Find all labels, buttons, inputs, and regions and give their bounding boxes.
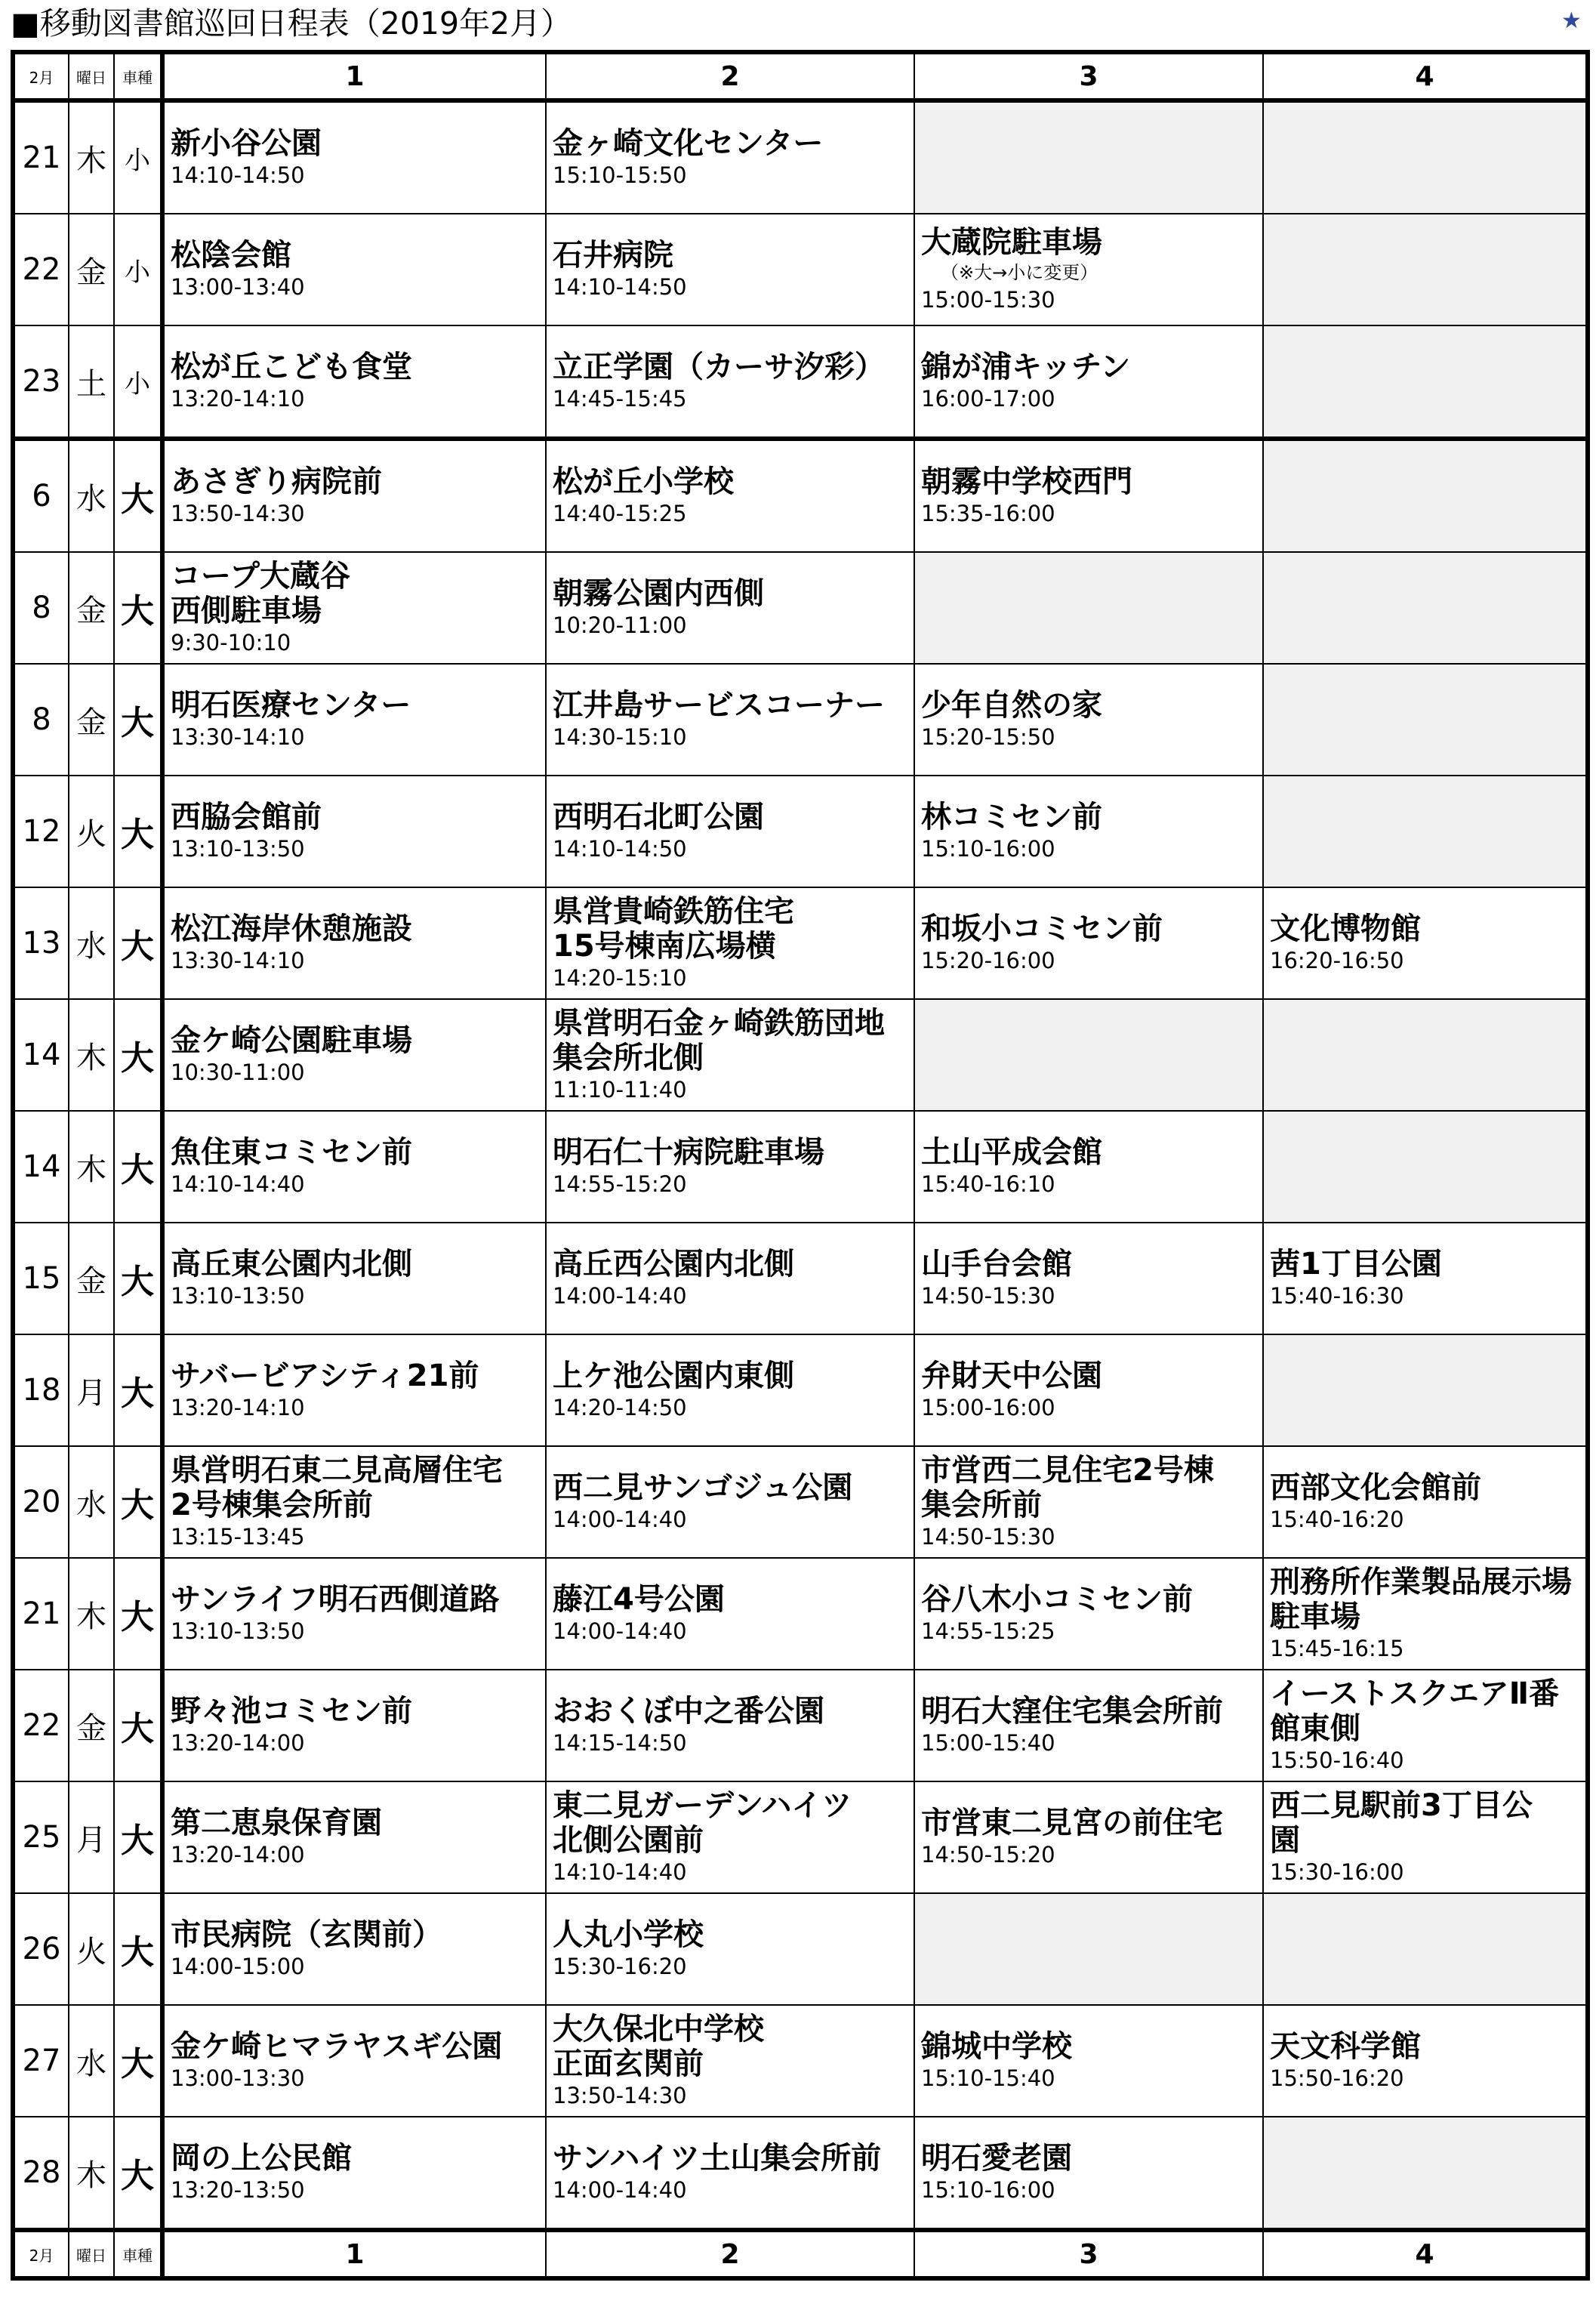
schedule-row <box>13 439 1588 552</box>
stop-time: 16:00-17:00 <box>921 386 1055 412</box>
stop-cell <box>546 1223 914 1334</box>
schedule-row <box>13 664 1588 776</box>
row-date: 20 <box>13 1446 69 1558</box>
stop-time: 14:55-15:20 <box>553 1171 687 1197</box>
stop-time: 13:20-14:00 <box>171 1730 305 1756</box>
stop-cell <box>162 1111 546 1223</box>
stop-place: 西脇会館前 <box>171 800 322 834</box>
stop-cell <box>162 100 546 214</box>
stop-place: 明石大窪住宅集会所前 <box>921 1694 1223 1729</box>
star-icon: ★ <box>1561 8 1582 34</box>
stop-cell <box>546 2005 914 2117</box>
schedule-row <box>13 552 1588 664</box>
stop-cell-empty <box>914 100 1263 214</box>
stop-time: 9:30-10:10 <box>171 630 291 655</box>
stop-time: 14:10-14:50 <box>553 836 687 862</box>
stop-place: 土山平成会館 <box>921 1135 1102 1170</box>
stop-time: 13:20-14:00 <box>171 1842 305 1868</box>
row-date: 18 <box>13 1334 69 1446</box>
stop-cell-empty <box>1263 439 1588 552</box>
row-car-type: 大 <box>114 1893 162 2005</box>
row-weekday: 水 <box>69 1446 114 1558</box>
row-car-type: 大 <box>114 1781 162 1893</box>
stop-time: 14:20-15:10 <box>553 965 687 991</box>
stop-cell <box>1263 1781 1588 1893</box>
stop-cell <box>546 1558 914 1670</box>
schedule-row <box>13 1334 1588 1446</box>
stop-cell <box>162 1893 546 2005</box>
stop-cell <box>162 1670 546 1781</box>
stop-place: 高丘東公園内北側 <box>171 1247 412 1282</box>
stop-cell <box>914 1223 1263 1334</box>
stop-place: 大久保北中学校 正面玄関前 <box>553 2012 764 2081</box>
row-weekday: 月 <box>69 1781 114 1893</box>
row-car-type: 大 <box>114 552 162 664</box>
header-stop-1: 1 <box>162 52 546 100</box>
row-date: 23 <box>13 325 69 439</box>
row-date: 21 <box>13 1558 69 1670</box>
stop-place: 岡の上公民館 <box>171 2141 352 2176</box>
stop-place: 明石仁十病院駐車場 <box>553 1135 824 1170</box>
stop-cell <box>162 214 546 325</box>
schedule-row <box>13 887 1588 999</box>
stop-place: 県営明石金ヶ崎鉄筋団地 集会所北側 <box>553 1006 885 1075</box>
row-date: 8 <box>13 552 69 664</box>
page-title: ■移動図書館巡回日程表（2019年2月） <box>11 5 572 42</box>
row-car-type: 大 <box>114 1670 162 1781</box>
row-weekday: 金 <box>69 1670 114 1781</box>
stop-time: 15:20-16:00 <box>921 948 1055 973</box>
stop-time: 15:50-16:20 <box>1270 2065 1404 2091</box>
row-weekday: 木 <box>69 1558 114 1670</box>
row-date: 14 <box>13 1111 69 1223</box>
stop-place: 文化博物館 <box>1270 911 1421 946</box>
stop-cell-empty <box>914 999 1263 1111</box>
stop-place: 金ケ崎公園駐車場 <box>171 1023 412 1058</box>
stop-cell <box>546 1446 914 1558</box>
stop-cell <box>1263 1558 1588 1670</box>
stop-cell <box>914 887 1263 999</box>
stop-time: 14:40-15:25 <box>553 501 687 526</box>
stop-place: 市民病院（玄関前） <box>171 1917 442 1952</box>
stop-place: 人丸小学校 <box>553 1917 704 1952</box>
stop-place: 明石医療センター <box>171 688 411 723</box>
row-car-type: 大 <box>114 1223 162 1334</box>
row-date: 14 <box>13 999 69 1111</box>
row-car-type: 小 <box>114 100 162 214</box>
schedule-body <box>13 100 1588 2230</box>
stop-time: 14:15-14:50 <box>553 1730 687 1756</box>
row-date: 22 <box>13 214 69 325</box>
row-date: 15 <box>13 1223 69 1334</box>
stop-time: 11:10-11:40 <box>553 1077 687 1103</box>
stop-time: 15:50-16:40 <box>1270 1747 1404 1773</box>
table-header-bottom <box>13 2230 1588 2278</box>
stop-cell <box>162 1334 546 1446</box>
row-car-type: 小 <box>114 325 162 439</box>
stop-time: 14:55-15:25 <box>921 1618 1055 1644</box>
schedule-row <box>13 999 1588 1111</box>
schedule-row <box>13 1446 1588 1558</box>
stop-place: 大蔵院駐車場 <box>921 225 1102 260</box>
stop-place: 林コミセン前 <box>921 800 1102 834</box>
schedule-row <box>13 1111 1588 1223</box>
stop-place: 県営貴崎鉄筋住宅 15号棟南広場横 <box>553 894 794 964</box>
schedule-row <box>13 100 1588 214</box>
stop-time: 14:00-14:40 <box>553 1618 687 1644</box>
stop-place: 西部文化会館前 <box>1270 1470 1481 1505</box>
row-weekday: 火 <box>69 1893 114 2005</box>
stop-time: 15:10-15:50 <box>553 162 687 188</box>
stop-cell <box>914 1670 1263 1781</box>
stop-place: 上ケ池公園内東側 <box>553 1359 794 1393</box>
stop-cell <box>546 214 914 325</box>
stop-cell <box>1263 2005 1588 2117</box>
row-date: 8 <box>13 664 69 776</box>
stop-place: 東二見ガーデンハイツ 北側公園前 <box>553 1788 852 1858</box>
row-weekday: 金 <box>69 552 114 664</box>
stop-cell <box>546 439 914 552</box>
stop-time: 13:50-14:30 <box>553 2083 687 2108</box>
stop-time: 14:50-15:30 <box>921 1283 1055 1309</box>
stop-note: （※大→小に変更） <box>941 262 1098 283</box>
row-car-type: 大 <box>114 776 162 887</box>
row-weekday: 木 <box>69 999 114 1111</box>
schedule-row <box>13 2005 1588 2117</box>
stop-cell-empty <box>1263 1334 1588 1446</box>
stop-cell <box>162 2005 546 2117</box>
stop-time: 15:10-16:00 <box>921 836 1055 862</box>
stop-place: 朝霧中学校西門 <box>921 464 1132 499</box>
stop-cell-empty <box>1263 100 1588 214</box>
stop-time: 15:40-16:20 <box>1270 1507 1404 1532</box>
stop-cell <box>162 999 546 1111</box>
header-stop-2: 2 <box>546 52 914 100</box>
row-date: 21 <box>13 100 69 214</box>
stop-cell <box>1263 1670 1588 1781</box>
schedule-row <box>13 1223 1588 1334</box>
header-car-type: 車種 <box>114 52 162 100</box>
stop-place: 谷八木小コミセン前 <box>921 1582 1193 1617</box>
stop-place: 少年自然の家 <box>921 688 1102 723</box>
stop-place: 明石愛老園 <box>921 2141 1072 2176</box>
stop-cell <box>546 664 914 776</box>
schedule-row <box>13 325 1588 439</box>
stop-time: 10:30-11:00 <box>171 1059 305 1085</box>
stop-place: 高丘西公園内北側 <box>553 1247 794 1282</box>
schedule-row <box>13 776 1588 887</box>
stop-time: 15:30-16:20 <box>553 1954 687 1979</box>
row-car-type: 大 <box>114 999 162 1111</box>
header-stop-4: 4 <box>1263 52 1588 100</box>
row-date: 27 <box>13 2005 69 2117</box>
row-weekday: 水 <box>69 439 114 552</box>
stop-time: 15:40-16:10 <box>921 1171 1055 1197</box>
stop-time: 14:10-14:40 <box>171 1171 305 1197</box>
stop-cell <box>162 439 546 552</box>
stop-place: 錦城中学校 <box>921 2029 1072 2064</box>
stop-time: 13:00-13:40 <box>171 274 305 300</box>
stop-cell-empty <box>1263 999 1588 1111</box>
stop-cell <box>162 1223 546 1334</box>
stop-cell-empty <box>1263 325 1588 439</box>
stop-cell <box>546 1781 914 1893</box>
row-car-type: 大 <box>114 887 162 999</box>
stop-cell <box>914 439 1263 552</box>
row-date: 12 <box>13 776 69 887</box>
footer-weekday: 曜日 <box>69 2230 114 2278</box>
row-car-type: 大 <box>114 1558 162 1670</box>
stop-time: 15:10-16:00 <box>921 2177 1055 2203</box>
stop-place: サバービアシティ21前 <box>171 1359 479 1393</box>
row-car-type: 大 <box>114 2005 162 2117</box>
stop-time: 14:00-14:40 <box>553 2177 687 2203</box>
stop-cell <box>546 100 914 214</box>
stop-cell <box>914 1334 1263 1446</box>
stop-cell <box>914 1446 1263 1558</box>
row-date: 6 <box>13 439 69 552</box>
stop-place: 西明石北町公園 <box>553 800 764 834</box>
stop-place: あさぎり病院前 <box>171 464 382 499</box>
stop-place: 野々池コミセン前 <box>171 1694 412 1729</box>
stop-cell <box>546 325 914 439</box>
stop-cell <box>914 325 1263 439</box>
row-weekday: 水 <box>69 887 114 999</box>
stop-place: 西二見サンゴジュ公園 <box>553 1470 853 1505</box>
stop-place: 刑務所作業製品展示場 駐車場 <box>1270 1565 1572 1634</box>
footer-car-type: 車種 <box>114 2230 162 2278</box>
stop-cell <box>914 1781 1263 1893</box>
header-weekday: 曜日 <box>69 52 114 100</box>
stop-place: おおくぼ中之番公園 <box>553 1694 824 1729</box>
stop-cell <box>546 999 914 1111</box>
stop-cell-empty <box>1263 2117 1588 2230</box>
stop-place: 和坂小コミセン前 <box>921 911 1163 946</box>
table-header-top <box>13 52 1588 100</box>
stop-cell <box>546 552 914 664</box>
stop-place: 松江海岸休憩施設 <box>171 911 412 946</box>
stop-cell-empty <box>1263 552 1588 664</box>
stop-cell <box>546 776 914 887</box>
stop-time: 13:10-13:50 <box>171 1283 305 1309</box>
stop-cell <box>914 1111 1263 1223</box>
stop-cell <box>1263 1446 1588 1558</box>
footer-stop-1: 1 <box>162 2230 546 2278</box>
stop-place: 茜1丁目公園 <box>1270 1247 1442 1282</box>
stop-place: 弁財天中公園 <box>921 1359 1102 1393</box>
stop-cell-empty <box>1263 1893 1588 2005</box>
stop-time: 14:20-14:50 <box>553 1395 687 1420</box>
stop-time: 15:35-16:00 <box>921 501 1055 526</box>
row-car-type: 小 <box>114 214 162 325</box>
stop-place: 第二恵泉保育園 <box>171 1806 382 1840</box>
row-date: 26 <box>13 1893 69 2005</box>
stop-place: 市営西二見住宅2号棟 集会所前 <box>921 1453 1214 1522</box>
stop-place: 江井島サービスコーナー <box>553 688 885 723</box>
stop-cell <box>546 2117 914 2230</box>
stop-cell <box>162 887 546 999</box>
row-car-type: 大 <box>114 1111 162 1223</box>
row-weekday: 木 <box>69 2117 114 2230</box>
row-weekday: 金 <box>69 664 114 776</box>
stop-place: 新小谷公園 <box>171 126 322 161</box>
schedule-row <box>13 1893 1588 2005</box>
row-car-type: 大 <box>114 439 162 552</box>
row-weekday: 木 <box>69 1111 114 1223</box>
stop-cell <box>162 664 546 776</box>
stop-cell <box>546 887 914 999</box>
stop-time: 10:20-11:00 <box>553 612 687 638</box>
stop-time: 15:30-16:00 <box>1270 1859 1404 1885</box>
row-date: 13 <box>13 887 69 999</box>
stop-place: 金ヶ崎文化センター <box>553 126 824 161</box>
stop-cell <box>1263 887 1588 999</box>
stop-place: 県営明石東二見高層住宅 2号棟集会所前 <box>171 1453 503 1522</box>
stop-cell-empty <box>1263 664 1588 776</box>
row-date: 25 <box>13 1781 69 1893</box>
stop-place: 錦が浦キッチン <box>921 350 1131 384</box>
stop-time: 16:20-16:50 <box>1270 948 1404 973</box>
row-weekday: 木 <box>69 100 114 214</box>
header-month: 2月 <box>13 52 69 100</box>
stop-time: 15:45-16:15 <box>1270 1636 1404 1661</box>
footer-stop-3: 3 <box>914 2230 1263 2278</box>
stop-time: 14:45-15:45 <box>553 386 687 412</box>
stop-time: 13:20-13:50 <box>171 2177 305 2203</box>
stop-time: 13:20-14:10 <box>171 386 305 412</box>
header-stop-3: 3 <box>914 52 1263 100</box>
stop-time: 14:50-15:20 <box>921 1842 1055 1868</box>
stop-time: 14:00-14:40 <box>553 1283 687 1309</box>
stop-place: 朝霧公園内西側 <box>553 576 764 611</box>
stop-cell <box>162 2117 546 2230</box>
row-weekday: 月 <box>69 1334 114 1446</box>
stop-time: 14:10-14:50 <box>171 162 305 188</box>
stop-place: 石井病院 <box>553 238 673 273</box>
stop-time: 14:00-14:40 <box>553 1507 687 1532</box>
stop-cell-empty <box>914 1893 1263 2005</box>
row-weekday: 金 <box>69 214 114 325</box>
stop-cell <box>162 1558 546 1670</box>
stop-cell <box>546 1670 914 1781</box>
row-weekday: 火 <box>69 776 114 887</box>
stop-time: 13:00-13:30 <box>171 2065 305 2091</box>
stop-cell <box>914 2005 1263 2117</box>
stop-place: 立正学園（カーサ汐彩） <box>553 350 885 384</box>
footer-stop-2: 2 <box>546 2230 914 2278</box>
stop-place: 魚住東コミセン前 <box>171 1135 412 1170</box>
row-date: 28 <box>13 2117 69 2230</box>
stop-time: 15:10-15:40 <box>921 2065 1055 2091</box>
row-car-type: 大 <box>114 1334 162 1446</box>
row-weekday: 水 <box>69 2005 114 2117</box>
stop-time: 14:50-15:30 <box>921 1524 1055 1550</box>
stop-time: 15:00-16:00 <box>921 1395 1055 1420</box>
stop-place: 市営東二見宮の前住宅 <box>921 1806 1223 1840</box>
stop-place: 山手台会館 <box>921 1247 1072 1282</box>
stop-cell <box>546 1111 914 1223</box>
stop-cell <box>162 776 546 887</box>
stop-cell <box>914 2117 1263 2230</box>
stop-place: サンハイツ土山集会所前 <box>553 2141 882 2176</box>
stop-cell-empty <box>1263 1111 1588 1223</box>
stop-time: 14:30-15:10 <box>553 724 687 750</box>
stop-time: 13:50-14:30 <box>171 501 305 526</box>
stop-time: 14:10-14:40 <box>553 1859 687 1885</box>
schedule-table <box>11 50 1590 2281</box>
stop-time: 15:40-16:30 <box>1270 1283 1404 1309</box>
stop-time: 13:15-13:45 <box>171 1524 305 1550</box>
stop-place: コープ大蔵谷 西側駐車場 <box>171 559 350 628</box>
schedule-row <box>13 2117 1588 2230</box>
stop-time: 14:10-14:50 <box>553 274 687 300</box>
stop-cell <box>162 1446 546 1558</box>
stop-time: 13:10-13:50 <box>171 836 305 862</box>
row-car-type: 大 <box>114 1446 162 1558</box>
stop-time: 13:20-14:10 <box>171 1395 305 1420</box>
stop-cell <box>162 325 546 439</box>
stop-place: 松が丘小学校 <box>553 464 734 499</box>
stop-cell-empty <box>914 552 1263 664</box>
stop-place: 金ケ崎ヒマラヤスギ公園 <box>171 2029 503 2064</box>
stop-cell <box>162 552 546 664</box>
stop-cell <box>914 776 1263 887</box>
footer-stop-4: 4 <box>1263 2230 1588 2278</box>
stop-time: 14:00-15:00 <box>171 1954 305 1979</box>
stop-place: 天文科学館 <box>1270 2029 1421 2064</box>
stop-time: 13:30-14:10 <box>171 948 305 973</box>
stop-cell <box>914 214 1263 325</box>
stop-cell <box>914 1558 1263 1670</box>
stop-cell-empty <box>1263 776 1588 887</box>
schedule-row <box>13 1781 1588 1893</box>
stop-cell <box>546 1334 914 1446</box>
stop-cell <box>914 664 1263 776</box>
schedule-row <box>13 1670 1588 1781</box>
stop-cell <box>546 1893 914 2005</box>
row-car-type: 大 <box>114 664 162 776</box>
footer-month: 2月 <box>13 2230 69 2278</box>
schedule-row <box>13 214 1588 325</box>
schedule-row <box>13 1558 1588 1670</box>
row-date: 22 <box>13 1670 69 1781</box>
stop-cell <box>162 1781 546 1893</box>
row-car-type: 大 <box>114 2117 162 2230</box>
row-weekday: 土 <box>69 325 114 439</box>
stop-place: サンライフ明石西側道路 <box>171 1582 500 1617</box>
stop-place: 松が丘こども食堂 <box>171 350 412 384</box>
stop-place: 松陰会館 <box>171 238 291 273</box>
stop-time: 13:10-13:50 <box>171 1618 305 1644</box>
stop-time: 15:00-15:30 <box>921 287 1055 313</box>
stop-time: 15:00-15:40 <box>921 1730 1055 1756</box>
stop-time: 15:20-15:50 <box>921 724 1055 750</box>
stop-cell-empty <box>1263 214 1588 325</box>
stop-time: 13:30-14:10 <box>171 724 305 750</box>
row-weekday: 金 <box>69 1223 114 1334</box>
stop-place: イーストスクエアⅡ番 館東側 <box>1270 1676 1560 1746</box>
stop-place: 西二見駅前3丁目公 園 <box>1270 1788 1533 1858</box>
stop-place: 藤江4号公園 <box>553 1582 725 1617</box>
stop-cell <box>1263 1223 1588 1334</box>
